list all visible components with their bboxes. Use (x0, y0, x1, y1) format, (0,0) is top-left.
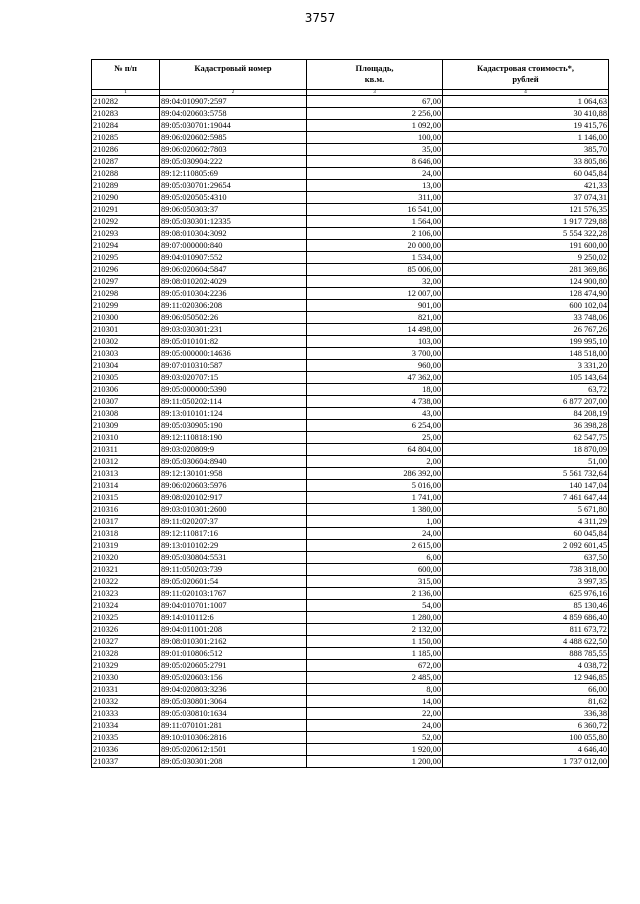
cadastral-value-cell: 33 748,06 (443, 312, 609, 324)
cadastral-value-cell: 30 410,88 (443, 108, 609, 120)
table-row (92, 612, 609, 624)
row-index-cell: 210329 (92, 660, 160, 672)
header-label: № п/п (114, 63, 137, 73)
area-cell: 22,00 (307, 708, 443, 720)
table-row (92, 96, 609, 108)
table-row (92, 168, 609, 180)
row-index-cell: 210332 (92, 696, 160, 708)
cadastral-value-cell: 2 092 601,45 (443, 540, 609, 552)
row-index-cell: 210295 (92, 252, 160, 264)
table-row (92, 264, 609, 276)
cadastral-value-cell: 105 143,64 (443, 372, 609, 384)
table-row (92, 696, 609, 708)
cadastral-value-cell: 140 147,04 (443, 480, 609, 492)
table-row (92, 564, 609, 576)
cadastral-value-cell: 128 474,90 (443, 288, 609, 300)
cadastral-value-cell: 60 045,84 (443, 168, 609, 180)
cadastral-value-cell: 811 673,72 (443, 624, 609, 636)
cadastral-number-cell: 89:03:020809:9 (160, 444, 307, 456)
table-row (92, 228, 609, 240)
cadastral-value-cell: 60 045,84 (443, 528, 609, 540)
cadastral-value-cell: 84 208,19 (443, 408, 609, 420)
area-cell: 6,00 (307, 552, 443, 564)
row-index-cell: 210301 (92, 324, 160, 336)
row-index-cell: 210287 (92, 156, 160, 168)
header-cadastral-number (160, 60, 307, 90)
row-index-cell: 210316 (92, 504, 160, 516)
cadastral-value-cell: 385,70 (443, 144, 609, 156)
row-index-cell: 210297 (92, 276, 160, 288)
row-index-cell: 210296 (92, 264, 160, 276)
area-cell: 1 092,00 (307, 120, 443, 132)
table-row (92, 660, 609, 672)
row-index-cell: 210298 (92, 288, 160, 300)
row-index-cell: 210337 (92, 756, 160, 768)
cadastral-value-cell: 5 554 322,28 (443, 228, 609, 240)
area-cell: 286 392,00 (307, 468, 443, 480)
area-cell: 14 498,00 (307, 324, 443, 336)
column-number: 1 (92, 90, 160, 96)
cadastral-number-cell: 89:05:020603:156 (160, 672, 307, 684)
area-cell: 4 738,00 (307, 396, 443, 408)
cadastral-number-cell: 89:07:000000:840 (160, 240, 307, 252)
row-index-cell: 210311 (92, 444, 160, 456)
cadastral-number-cell: 89:07:010310:587 (160, 360, 307, 372)
area-cell: 20 000,00 (307, 240, 443, 252)
cadastral-number-cell: 89:05:030604:8940 (160, 456, 307, 468)
area-cell: 35,00 (307, 144, 443, 156)
table-row (92, 744, 609, 756)
area-cell: 85 006,00 (307, 264, 443, 276)
table-row (92, 300, 609, 312)
area-cell: 1 564,00 (307, 216, 443, 228)
cadastral-value-cell: 81,62 (443, 696, 609, 708)
row-index-cell: 210284 (92, 120, 160, 132)
cadastral-value-cell: 121 576,35 (443, 204, 609, 216)
table-row (92, 288, 609, 300)
cadastral-value-cell: 4 488 622,50 (443, 636, 609, 648)
row-index-cell: 210330 (92, 672, 160, 684)
cadastral-number-cell: 89:04:020603:5758 (160, 108, 307, 120)
table-row (92, 120, 609, 132)
cadastral-number-cell: 89:05:020505:4310 (160, 192, 307, 204)
table-row (92, 396, 609, 408)
table-row (92, 516, 609, 528)
cadastral-value-cell: 600 102,04 (443, 300, 609, 312)
cadastral-number-cell: 89:05:030701:29654 (160, 180, 307, 192)
table-row (92, 708, 609, 720)
area-cell: 311,00 (307, 192, 443, 204)
cadastral-number-cell: 89:04:010701:1007 (160, 600, 307, 612)
table-row (92, 348, 609, 360)
table-row (92, 420, 609, 432)
table-row (92, 192, 609, 204)
cadastral-number-cell: 89:11:050203:739 (160, 564, 307, 576)
row-index-cell: 210323 (92, 588, 160, 600)
area-cell: 18,00 (307, 384, 443, 396)
cadastral-value-cell: 4 311,29 (443, 516, 609, 528)
cadastral-number-cell: 89:08:020102:917 (160, 492, 307, 504)
cadastral-number-cell: 89:05:000000:5390 (160, 384, 307, 396)
cadastral-number-cell: 89:08:010202:4029 (160, 276, 307, 288)
table-row (92, 324, 609, 336)
table-row (92, 132, 609, 144)
area-cell: 2 256,00 (307, 108, 443, 120)
cadastral-number-cell: 89:06:020602:5985 (160, 132, 307, 144)
row-index-cell: 210322 (92, 576, 160, 588)
row-index-cell: 210318 (92, 528, 160, 540)
area-cell: 6 254,00 (307, 420, 443, 432)
cadastral-value-cell: 63,72 (443, 384, 609, 396)
area-cell: 1 534,00 (307, 252, 443, 264)
cadastral-number-cell: 89:03:030301:231 (160, 324, 307, 336)
area-cell: 43,00 (307, 408, 443, 420)
cadastral-value-cell: 888 785,55 (443, 648, 609, 660)
row-index-cell: 210333 (92, 708, 160, 720)
cadastral-number-cell: 89:12:110805:69 (160, 168, 307, 180)
cadastral-value-cell: 191 600,00 (443, 240, 609, 252)
row-index-cell: 210320 (92, 552, 160, 564)
cadastral-number-cell: 89:03:010301:2600 (160, 504, 307, 516)
table-row (92, 312, 609, 324)
table-row (92, 720, 609, 732)
row-index-cell: 210303 (92, 348, 160, 360)
table-row (92, 432, 609, 444)
cadastral-number-cell: 89:06:020603:5976 (160, 480, 307, 492)
row-index-cell: 210335 (92, 732, 160, 744)
row-index-cell: 210317 (92, 516, 160, 528)
row-index-cell: 210324 (92, 600, 160, 612)
area-cell: 14,00 (307, 696, 443, 708)
table-row (92, 336, 609, 348)
table-row (92, 684, 609, 696)
cadastral-number-cell: 89:04:010907:552 (160, 252, 307, 264)
cadastral-value-cell: 66,00 (443, 684, 609, 696)
cadastral-number-cell: 89:06:020604:5847 (160, 264, 307, 276)
row-index-cell: 210319 (92, 540, 160, 552)
cadastral-value-cell: 4 038,72 (443, 660, 609, 672)
table-row (92, 636, 609, 648)
cadastral-number-cell: 89:12:110818:190 (160, 432, 307, 444)
row-index-cell: 210292 (92, 216, 160, 228)
area-cell: 52,00 (307, 732, 443, 744)
cadastral-number-cell: 89:05:000000:14636 (160, 348, 307, 360)
row-index-cell: 210289 (92, 180, 160, 192)
cadastral-value-cell: 421,33 (443, 180, 609, 192)
cadastral-number-cell: 89:01:010806:512 (160, 648, 307, 660)
area-cell: 901,00 (307, 300, 443, 312)
row-index-cell: 210312 (92, 456, 160, 468)
row-index-cell: 210310 (92, 432, 160, 444)
area-cell: 25,00 (307, 432, 443, 444)
cadastral-value-cell: 6 877 207,00 (443, 396, 609, 408)
area-cell: 1 380,00 (307, 504, 443, 516)
row-index-cell: 210314 (92, 480, 160, 492)
table-row (92, 624, 609, 636)
cadastral-number-cell: 89:04:020803:3236 (160, 684, 307, 696)
cadastral-value-cell: 5 561 732,64 (443, 468, 609, 480)
cadastral-value-cell: 199 995,10 (443, 336, 609, 348)
cadastral-value-cell: 1 146,00 (443, 132, 609, 144)
table-row (92, 180, 609, 192)
cadastral-value-cell: 12 946,85 (443, 672, 609, 684)
row-index-cell: 210326 (92, 624, 160, 636)
cadastral-number-cell: 89:05:030905:190 (160, 420, 307, 432)
cadastral-number-cell: 89:05:010304:2236 (160, 288, 307, 300)
table-row (92, 480, 609, 492)
cadastral-value-cell: 4 646,40 (443, 744, 609, 756)
column-number: 3 (307, 90, 443, 96)
row-index-cell: 210300 (92, 312, 160, 324)
column-number: 2 (160, 90, 307, 96)
area-cell: 13,00 (307, 180, 443, 192)
table-row (92, 600, 609, 612)
table-body (92, 96, 609, 768)
header-index (92, 60, 160, 90)
cadastral-value-cell: 36 398,28 (443, 420, 609, 432)
area-cell: 315,00 (307, 576, 443, 588)
cadastral-value-cell: 1 917 729,88 (443, 216, 609, 228)
area-cell: 32,00 (307, 276, 443, 288)
area-cell: 5 016,00 (307, 480, 443, 492)
row-index-cell: 210331 (92, 684, 160, 696)
table-row (92, 276, 609, 288)
cadastral-value-cell: 625 976,16 (443, 588, 609, 600)
table-header (92, 60, 609, 96)
area-cell: 1 200,00 (307, 756, 443, 768)
row-index-cell: 210315 (92, 492, 160, 504)
cadastral-value-cell: 336,38 (443, 708, 609, 720)
table-row (92, 756, 609, 768)
area-cell: 103,00 (307, 336, 443, 348)
cadastral-number-cell: 89:12:130101:958 (160, 468, 307, 480)
area-cell: 24,00 (307, 168, 443, 180)
cadastral-value-cell: 637,50 (443, 552, 609, 564)
row-index-cell: 210304 (92, 360, 160, 372)
row-index-cell: 210309 (92, 420, 160, 432)
cadastral-table (91, 59, 609, 768)
area-cell: 100,00 (307, 132, 443, 144)
cadastral-number-cell: 89:04:011001:208 (160, 624, 307, 636)
table-row (92, 204, 609, 216)
cadastral-number-cell: 89:11:020207:37 (160, 516, 307, 528)
table-row (92, 648, 609, 660)
row-index-cell: 210294 (92, 240, 160, 252)
cadastral-number-cell: 89:06:050303:37 (160, 204, 307, 216)
row-index-cell: 210327 (92, 636, 160, 648)
area-cell: 3 700,00 (307, 348, 443, 360)
cadastral-number-cell: 89:11:050202:114 (160, 396, 307, 408)
table-row (92, 504, 609, 516)
area-cell: 1 185,00 (307, 648, 443, 660)
area-cell: 67,00 (307, 96, 443, 108)
row-index-cell: 210288 (92, 168, 160, 180)
row-index-cell: 210325 (92, 612, 160, 624)
cadastral-value-cell: 1 064,63 (443, 96, 609, 108)
table-row (92, 552, 609, 564)
area-cell: 600,00 (307, 564, 443, 576)
cadastral-value-cell: 33 805,86 (443, 156, 609, 168)
row-index-cell: 210293 (92, 228, 160, 240)
area-cell: 24,00 (307, 720, 443, 732)
row-index-cell: 210285 (92, 132, 160, 144)
cadastral-value-cell: 51,00 (443, 456, 609, 468)
cadastral-value-cell: 3 997,35 (443, 576, 609, 588)
row-index-cell: 210313 (92, 468, 160, 480)
table-row (92, 672, 609, 684)
row-index-cell: 210302 (92, 336, 160, 348)
row-index-cell: 210291 (92, 204, 160, 216)
cadastral-number-cell: 89:13:010102:29 (160, 540, 307, 552)
cadastral-value-cell: 19 415,76 (443, 120, 609, 132)
area-cell: 960,00 (307, 360, 443, 372)
table-row (92, 360, 609, 372)
cadastral-number-cell: 89:05:020612:1501 (160, 744, 307, 756)
row-index-cell: 210283 (92, 108, 160, 120)
cadastral-number-cell: 89:05:020605:2791 (160, 660, 307, 672)
cadastral-number-cell: 89:05:020601:54 (160, 576, 307, 588)
cadastral-number-cell: 89:06:050502:26 (160, 312, 307, 324)
area-cell: 672,00 (307, 660, 443, 672)
header-cadastral-value (443, 60, 609, 90)
page-number: 3757 (304, 11, 336, 25)
table-row (92, 252, 609, 264)
cadastral-number-cell: 89:11:020306:208 (160, 300, 307, 312)
area-cell: 47 362,00 (307, 372, 443, 384)
table-row (92, 444, 609, 456)
cadastral-value-cell: 148 518,00 (443, 348, 609, 360)
cadastral-number-cell: 89:05:030301:12335 (160, 216, 307, 228)
row-index-cell: 210336 (92, 744, 160, 756)
row-index-cell: 210307 (92, 396, 160, 408)
table-row (92, 456, 609, 468)
table-row (92, 216, 609, 228)
table-row (92, 576, 609, 588)
header-row (92, 60, 609, 90)
table-row (92, 384, 609, 396)
cadastral-number-cell: 89:05:030701:19044 (160, 120, 307, 132)
cadastral-value-cell: 1 737 012,00 (443, 756, 609, 768)
cadastral-value-cell: 738 318,00 (443, 564, 609, 576)
cadastral-number-cell: 89:06:020602:7803 (160, 144, 307, 156)
row-index-cell: 210305 (92, 372, 160, 384)
area-cell: 2 106,00 (307, 228, 443, 240)
cadastral-value-cell: 4 859 686,40 (443, 612, 609, 624)
header-label: Кадастровый номер (194, 63, 272, 73)
row-index-cell: 210282 (92, 96, 160, 108)
cadastral-number-cell: 89:05:030804:5531 (160, 552, 307, 564)
area-cell: 821,00 (307, 312, 443, 324)
area-cell: 2,00 (307, 456, 443, 468)
table-row (92, 240, 609, 252)
area-cell: 2 485,00 (307, 672, 443, 684)
cadastral-value-cell: 5 671,80 (443, 504, 609, 516)
table-row (92, 408, 609, 420)
cadastral-value-cell: 124 900,80 (443, 276, 609, 288)
area-cell: 1 150,00 (307, 636, 443, 648)
cadastral-value-cell: 3 331,20 (443, 360, 609, 372)
cadastral-value-cell: 26 767,26 (443, 324, 609, 336)
cadastral-number-cell: 89:10:010306:2816 (160, 732, 307, 744)
area-cell: 2 615,00 (307, 540, 443, 552)
table-row (92, 144, 609, 156)
row-index-cell: 210299 (92, 300, 160, 312)
cadastral-value-cell: 18 870,09 (443, 444, 609, 456)
cadastral-value-cell: 6 360,72 (443, 720, 609, 732)
table-row (92, 528, 609, 540)
cadastral-number-cell: 89:03:020707:15 (160, 372, 307, 384)
row-index-cell: 210286 (92, 144, 160, 156)
table-row (92, 108, 609, 120)
cadastral-number-cell: 89:05:030904:222 (160, 156, 307, 168)
row-index-cell: 210306 (92, 384, 160, 396)
table-row (92, 732, 609, 744)
area-cell: 8,00 (307, 684, 443, 696)
cadastral-number-cell: 89:05:030801:3064 (160, 696, 307, 708)
header-area (307, 60, 443, 90)
area-cell: 24,00 (307, 528, 443, 540)
cadastral-number-cell: 89:12:110817:16 (160, 528, 307, 540)
area-cell: 1 741,00 (307, 492, 443, 504)
table-row (92, 468, 609, 480)
cadastral-value-cell: 100 055,80 (443, 732, 609, 744)
area-cell: 2 136,00 (307, 588, 443, 600)
table-row (92, 588, 609, 600)
table-row (92, 156, 609, 168)
area-cell: 1,00 (307, 516, 443, 528)
table-row (92, 492, 609, 504)
area-cell: 2 132,00 (307, 624, 443, 636)
row-index-cell: 210308 (92, 408, 160, 420)
cadastral-value-cell: 37 074,31 (443, 192, 609, 204)
cadastral-value-cell: 9 250,02 (443, 252, 609, 264)
cadastral-number-cell: 89:11:020103:1767 (160, 588, 307, 600)
table-row (92, 372, 609, 384)
cadastral-number-cell: 89:05:030301:208 (160, 756, 307, 768)
area-cell: 12 007,00 (307, 288, 443, 300)
header-label: Площадь, кв.м. (355, 63, 394, 84)
area-cell: 64 804,00 (307, 444, 443, 456)
row-index-cell: 210328 (92, 648, 160, 660)
column-number: 4 (443, 90, 609, 96)
header-label: Кадастровая стоимость*, рублей (477, 63, 574, 84)
area-cell: 1 920,00 (307, 744, 443, 756)
cadastral-number-cell: 89:05:030810:1634 (160, 708, 307, 720)
cadastral-number-cell: 89:11:070101:281 (160, 720, 307, 732)
cadastral-value-cell: 62 547,75 (443, 432, 609, 444)
row-index-cell: 210334 (92, 720, 160, 732)
row-index-cell: 210321 (92, 564, 160, 576)
cadastral-number-cell: 89:13:010101:124 (160, 408, 307, 420)
cadastral-number-cell: 89:05:010101:82 (160, 336, 307, 348)
area-cell: 54,00 (307, 600, 443, 612)
cadastral-number-cell: 89:08:010301:2162 (160, 636, 307, 648)
cadastral-value-cell: 281 369,86 (443, 264, 609, 276)
cadastral-value-cell: 7 461 647,44 (443, 492, 609, 504)
cadastral-number-cell: 89:04:010907:2597 (160, 96, 307, 108)
area-cell: 16 541,00 (307, 204, 443, 216)
cadastral-number-cell: 89:08:010304:3092 (160, 228, 307, 240)
row-index-cell: 210290 (92, 192, 160, 204)
area-cell: 8 646,00 (307, 156, 443, 168)
cadastral-value-cell: 85 130,46 (443, 600, 609, 612)
table-row (92, 540, 609, 552)
area-cell: 1 280,00 (307, 612, 443, 624)
cadastral-number-cell: 89:14:010112:6 (160, 612, 307, 624)
